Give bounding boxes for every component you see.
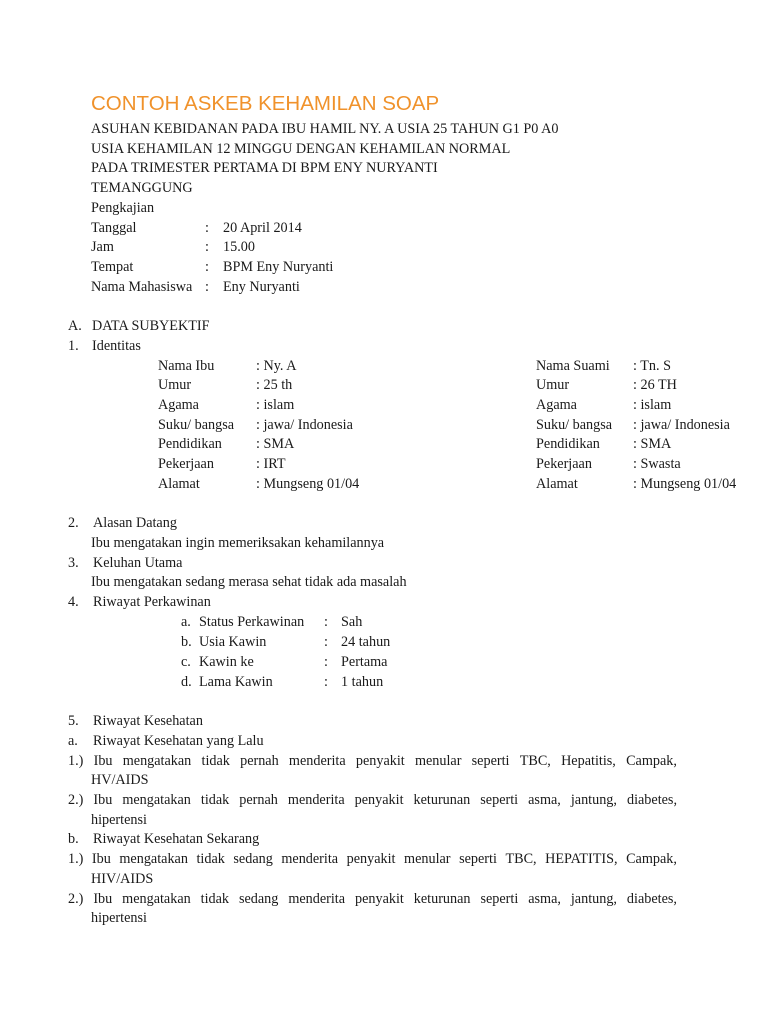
pengkajian-value: BPM Eny Nuryanti: [223, 259, 334, 275]
ibu-value: : Ny. A: [256, 358, 297, 374]
perkawinan-item-sep: :: [324, 674, 328, 690]
pengkajian-heading: Pengkajian: [91, 200, 155, 216]
suami-value: : Swasta: [633, 456, 681, 472]
ibu-label: Nama Ibu: [158, 358, 215, 374]
suami-label: Pekerjaan: [536, 456, 592, 472]
perkawinan-item-value: Sah: [341, 614, 363, 630]
perkawinan-item-label: Kawin ke: [199, 654, 254, 670]
keluhan-heading: Keluhan Utama: [93, 555, 183, 571]
kesehatan-marker: 5.: [68, 713, 79, 729]
ibu-label: Alamat: [158, 476, 200, 492]
suami-label: Agama: [536, 397, 577, 413]
section-a-marker: A.: [68, 318, 82, 334]
suami-value: : 26 TH: [633, 377, 677, 393]
kesehatan-sekarang-marker: b.: [68, 831, 79, 847]
kesehatan-sekarang-heading: Riwayat Kesehatan Sekarang: [93, 831, 260, 847]
subtitle-line-3: PADA TRIMESTER PERTAMA DI BPM ENY NURYANTI: [91, 160, 438, 176]
kesehatan-lalu-item-1-cont: HV/AIDS: [91, 772, 149, 788]
perkawinan-item-marker: d.: [181, 674, 192, 690]
ibu-value: : IRT: [256, 456, 286, 472]
kesehatan-heading: Riwayat Kesehatan: [93, 713, 203, 729]
identitas-marker: 1.: [68, 338, 79, 354]
suami-label: Nama Suami: [536, 358, 610, 374]
alasan-text: Ibu mengatakan ingin memeriksakan kehamilannya: [91, 535, 385, 551]
ibu-label: Pekerjaan: [158, 456, 214, 472]
kesehatan-lalu-item-1: 1.) Ibu mengatakan tidak pernah menderita penyakit menular seperti TBC, Hepatitis, Campak,: [68, 753, 677, 769]
perkawinan-heading: Riwayat Perkawinan: [93, 594, 211, 610]
suami-label: Alamat: [536, 476, 578, 492]
perkawinan-item-marker: b.: [181, 634, 192, 650]
ibu-value: : islam: [256, 397, 295, 413]
perkawinan-item-value: 24 tahun: [341, 634, 391, 650]
perkawinan-item-sep: :: [324, 654, 328, 670]
identitas-heading: Identitas: [92, 338, 141, 354]
pengkajian-value: 20 April 2014: [223, 220, 302, 236]
suami-value: : jawa/ Indonesia: [633, 417, 730, 433]
kesehatan-lalu-marker: a.: [68, 733, 78, 749]
kesehatan-sekarang-item-2-cont: hipertensi: [91, 910, 147, 926]
suami-label: Suku/ bangsa: [536, 417, 613, 433]
document-title: CONTOH ASKEB KEHAMILAN SOAP: [91, 92, 440, 115]
perkawinan-item-value: Pertama: [341, 654, 388, 670]
kesehatan-sekarang-item-1-cont: HIV/AIDS: [91, 871, 154, 887]
suami-value: : SMA: [633, 436, 672, 452]
pengkajian-sep: :: [205, 279, 209, 295]
pengkajian-sep: :: [205, 259, 209, 275]
perkawinan-item-sep: :: [324, 634, 328, 650]
alasan-heading: Alasan Datang: [93, 515, 177, 531]
perkawinan-item-marker: a.: [181, 614, 191, 630]
keluhan-marker: 3.: [68, 555, 79, 571]
perkawinan-item-marker: c.: [181, 654, 191, 670]
subtitle-line-2: USIA KEHAMILAN 12 MINGGU DENGAN KEHAMILAN NORMAL: [91, 141, 511, 157]
pengkajian-label: Nama Mahasiswa: [91, 279, 193, 295]
ibu-value: : Mungseng 01/04: [256, 476, 360, 492]
section-a-heading: DATA SUBYEKTIF: [92, 318, 210, 334]
suami-value: : Mungseng 01/04: [633, 476, 737, 492]
pengkajian-sep: :: [205, 220, 209, 236]
perkawinan-item-label: Lama Kawin: [199, 674, 273, 690]
kesehatan-sekarang-item-1: 1.) Ibu mengatakan tidak sedang menderita penyakit menular seperti TBC, HEPATITIS, Campak,: [68, 851, 677, 867]
alasan-marker: 2.: [68, 515, 79, 531]
perkawinan-item-sep: :: [324, 614, 328, 630]
perkawinan-item-label: Usia Kawin: [199, 634, 267, 650]
ibu-value: : jawa/ Indonesia: [256, 417, 353, 433]
subtitle-line-1: ASUHAN KEBIDANAN PADA IBU HAMIL NY. A USIA 25 TAHUN G1 P0 A0: [91, 121, 559, 137]
suami-label: Umur: [536, 377, 570, 393]
ibu-value: : SMA: [256, 436, 295, 452]
pengkajian-label: Jam: [91, 239, 114, 255]
subtitle-line-4: TEMANGGUNG: [91, 180, 193, 196]
kesehatan-lalu-item-2-cont: hipertensi: [91, 812, 147, 828]
perkawinan-marker: 4.: [68, 594, 79, 610]
pengkajian-sep: :: [205, 239, 209, 255]
suami-label: Pendidikan: [536, 436, 600, 452]
ibu-label: Suku/ bangsa: [158, 417, 235, 433]
pengkajian-value: 15.00: [223, 239, 255, 255]
suami-value: : islam: [633, 397, 672, 413]
perkawinan-item-label: Status Perkawinan: [199, 614, 305, 630]
ibu-label: Umur: [158, 377, 192, 393]
kesehatan-lalu-item-2: 2.) Ibu mengatakan tidak pernah menderita penyakit keturunan seperti asma, jantung, diabetes,: [68, 792, 677, 808]
ibu-value: : 25 th: [256, 377, 293, 393]
kesehatan-sekarang-item-2: 2.) Ibu mengatakan tidak sedang menderita penyakit keturunan seperti asma, jantung, diabetes,: [68, 891, 677, 907]
suami-value: : Tn. S: [633, 358, 671, 374]
kesehatan-lalu-heading: Riwayat Kesehatan yang Lalu: [93, 733, 264, 749]
pengkajian-label: Tanggal: [91, 220, 137, 236]
pengkajian-label: Tempat: [91, 259, 134, 275]
perkawinan-item-value: 1 tahun: [341, 674, 384, 690]
pengkajian-value: Eny Nuryanti: [223, 279, 300, 295]
ibu-label: Agama: [158, 397, 199, 413]
keluhan-text: Ibu mengatakan sedang merasa sehat tidak ada masalah: [91, 574, 407, 590]
ibu-label: Pendidikan: [158, 436, 222, 452]
